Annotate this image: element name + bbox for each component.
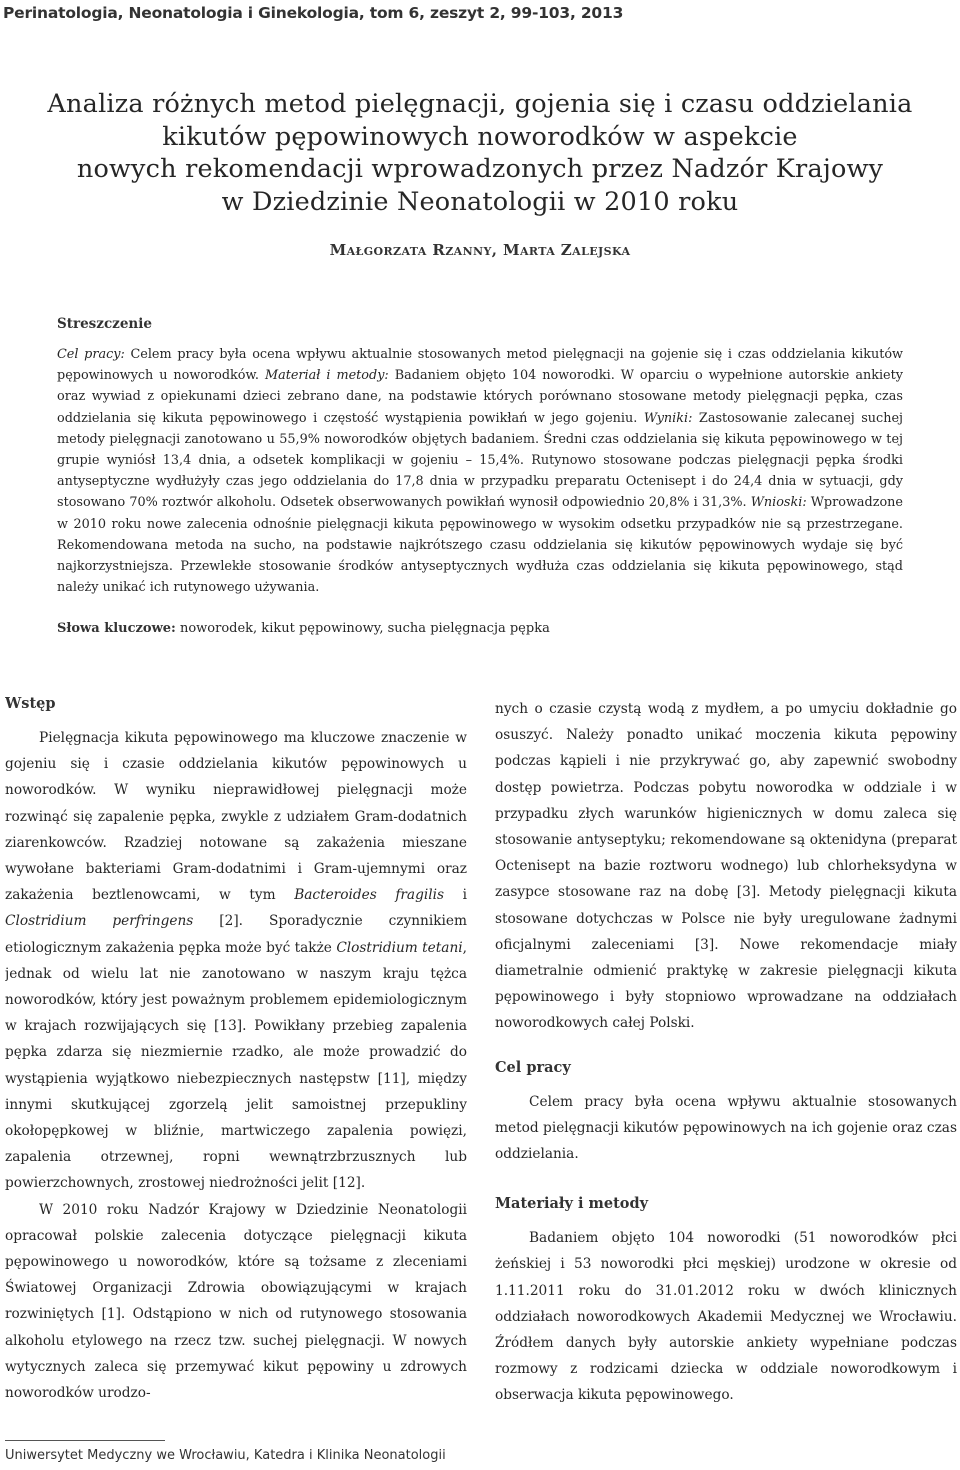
section-heading-introduction: Wstęp xyxy=(5,695,56,712)
paragraph-text: [2]. Sporadycznie czynnikiem etiologicznym zakażenia pępka może być także xyxy=(5,913,467,956)
abstract-conclusions-text: Wprowadzone w 2010 roku nowe zalecenia odnośnie pielęgnacji kikuta pępowinowego w wysokim odsetku przypadków nie są przestrzegane. Rekomendowana metoda na sucho, na podstawie najkrótszego czasu oddzielania się kikutów pępowinowych wydaje się być najkorzystniejsza. Przewlekłe stosowanie środków antyseptycznych wydłuża czas oddzielania się kikuta pępowinowego, stąd należy unikać ich rutynowego używania. xyxy=(57,495,903,596)
section-heading-methods: Materiały i metody xyxy=(495,1195,649,1213)
section-heading-aim: Cel pracy xyxy=(495,1058,571,1076)
paragraph-text: Pielęgnacja kikuta pępowinowego ma kluczowe znaczenie w gojeniu się i czasie oddzielania kikutów pępowinowych u noworodków. W wyniku nieprawidłowej pielęgnacji może rozwinąć się zapalenie pępka, zwykle z udziałem Gram-dodatnich ziarenkowców. Rzadziej notowane są zakażenia mieszane wywołane bakteriami Gram-dodatnimi i Gram-ujemnymi oraz zakażenia beztlenowcami, w tym xyxy=(5,730,467,904)
article-title xyxy=(10,88,950,218)
abstract xyxy=(57,344,903,598)
abstract-conclusions-label: Wnioski: xyxy=(750,495,807,511)
species-name: Bacteroides fragilis xyxy=(294,887,445,904)
species-name: Clostridium tetani xyxy=(336,939,463,956)
paragraph: Celem pracy była ocena wpływu aktualnie stosowanych metod pielęgnacji kikutów pępowinowych na ich gojenie oraz czas oddzielania. xyxy=(495,1093,957,1163)
keywords xyxy=(57,621,903,636)
abstract-aim-label: Cel pracy: xyxy=(57,347,125,362)
paragraph xyxy=(5,725,467,1197)
authors: Małgorzata Rzanny, Marta Zalejska xyxy=(329,241,631,259)
title-line: kikutów pępowinowych noworodków w aspekcie xyxy=(162,121,798,152)
keywords-text: noworodek, kikut pępowinowy, sucha pielęgnacja pępka xyxy=(175,621,550,636)
left-column xyxy=(5,691,467,1401)
paragraph-text: i xyxy=(444,887,467,904)
title-line: w Dziedzinie Neonatologii w 2010 roku xyxy=(221,186,739,217)
abstract-results-text: Zastosowanie zalecanej suchej metody pielęgnacji zanotowano u 55,9% noworodków objętych badaniem. Średni czas oddzielania się kikuta pępowinowego w tej grupie wyniósł 13,4 dnia, a odsetek komplikacji w gojeniu – 15,4%. Rutynowo stosowane podczas pielęgnacji pępka środki antyseptyczne wydłużyły czas jego oddzielania do 17,8 dnia w przypadku preparatu Octenisept i do 24,4 dnia w sytuacji, gdy stosowano 70% roztwór alkoholu. Odsetek obserwowanych powikłań wynosił odpowiednio 20,8% i 31,3%. xyxy=(57,410,903,511)
paragraph: W 2010 roku Nadzór Krajowy w Dziedzinie Neonatologii opracował polskie zalecenia dotyczące pielęgnacji kikuta pępowinowego u noworodków, które są tożsame z zleceniami Światowej Organizacji Zdrowia obowiązującymi w krajach rozwiniętych [1]. Odstąpiono w nich od rutynowego stosowania alkoholu etylowego na rzecz tzw. suchej pielęgnacji. W nowych wytycznych zaleca się przemywać kikut pępowiny u zdrowych noworodków urodzo- xyxy=(5,1201,467,1401)
abstract-aim-text: Celem pracy była ocena wpływu aktualnie stosowanych metod pielęgnacji na gojenie się i czas oddzielania kikutów pępowinowych u noworodków. xyxy=(57,347,904,384)
title-line: nowych rekomendacji wprowadzonych przez Nadzór Krajowy xyxy=(76,154,884,184)
paragraph-text: , jednak od wielu lat nie zanotowano w naszym kraju tężca noworodków, który jest poważnym problemem epidemiologicznym w krajach rozwijających się [13]. Powikłany przebieg zapalenia pępka zdarza się niezmiernie rzadko, ale może prowadzić do wystąpienia wyjątkowo niebezpiecznych następstw [11], między innymi skutkującej zgorzelą jelit samoistnej przepukliny okołopępkowej w bliźnie, martwiczego zapalenia powięzi, zapalenia otrzewnej, ropni wewnątrzbrzusznych lub powierzchownych, zrostowej niedrożności jelit [12]. xyxy=(5,939,467,1192)
title-line: Analiza różnych metod pielęgnacji, gojenia się i czasu oddzielania xyxy=(47,89,913,119)
journal-header: Perinatologia, Neonatologia i Ginekologia, tom 6, zeszyt 2, 99-103, 2013 xyxy=(3,4,624,22)
abstract-methods-label: Materiał i metody: xyxy=(264,368,389,384)
footnote-divider xyxy=(5,1440,165,1441)
abstract-methods-text: Badaniem objęto 104 noworodki. W oparciu o wypełnione autorskie ankiety oraz wywiad z opiekunami dzieci zebrano dane, na podstawie których porównano stosowane metody pielęgnacji pępka, czas oddzielania się kikuta pępowinowego i częstość wystąpienia powikłań w jego gojeniu. xyxy=(57,368,904,426)
species-name: Clostridium perfringens xyxy=(5,913,194,930)
paragraph: nych o czasie czystą wodą z mydłem, a po umyciu dokładnie go osuszyć. Należy ponadto unikać moczenia kikuta pępowiny podczas kąpieli i nie przykrywać go, aby zapewnić swobodny dostęp powietrza. Podczas pobytu noworodka w oddziale i w przypadku złych warunków higienicznych w domu zaleca się stosowanie antyseptyku; rekomendowane są oktenidyna (preparat Octenisept na bazie roztworu wodnego) lub chlorheksydyna w zasypce stosowane raz na dobę [3]. Metody pielęgnacji kikuta stosowane dotychczas w Polsce nie były uregulowane żadnymi oficjalnymi zaleceniami [3]. Nowe rekomendacje miały diametralnie odmienić praktykę w zakresie pielęgnacji kikuta pępowinowego i były stopniowo wprowadzane na oddziałach noworodkowych całej Polski. xyxy=(495,701,957,1032)
keywords-label: Słowa kluczowe: xyxy=(57,621,176,636)
abstract-results-label: Wyniki: xyxy=(643,410,693,426)
right-column xyxy=(495,696,957,1426)
abstract-text xyxy=(57,344,903,598)
abstract-heading: Streszczenie xyxy=(57,316,152,332)
paragraph: Badaniem objęto 104 noworodki (51 noworodków płci żeńskiej i 53 noworodki płci męskiej) urodzone w okresie od 1.11.2011 roku do 31.01.2012 roku w dwóch klinicznych oddziałach noworodkowych Akademii Medycznej we Wrocławiu. Źródłem danych były autorskie ankiety wypełniane podczas rozmowy z rodzicami dziecka w oddziale noworodkowym i obserwacja kikuta pępowinowego. xyxy=(495,1230,957,1404)
affiliation: Uniwersytet Medyczny we Wrocławiu, Katedra i Klinika Neonatologii xyxy=(5,1448,446,1463)
